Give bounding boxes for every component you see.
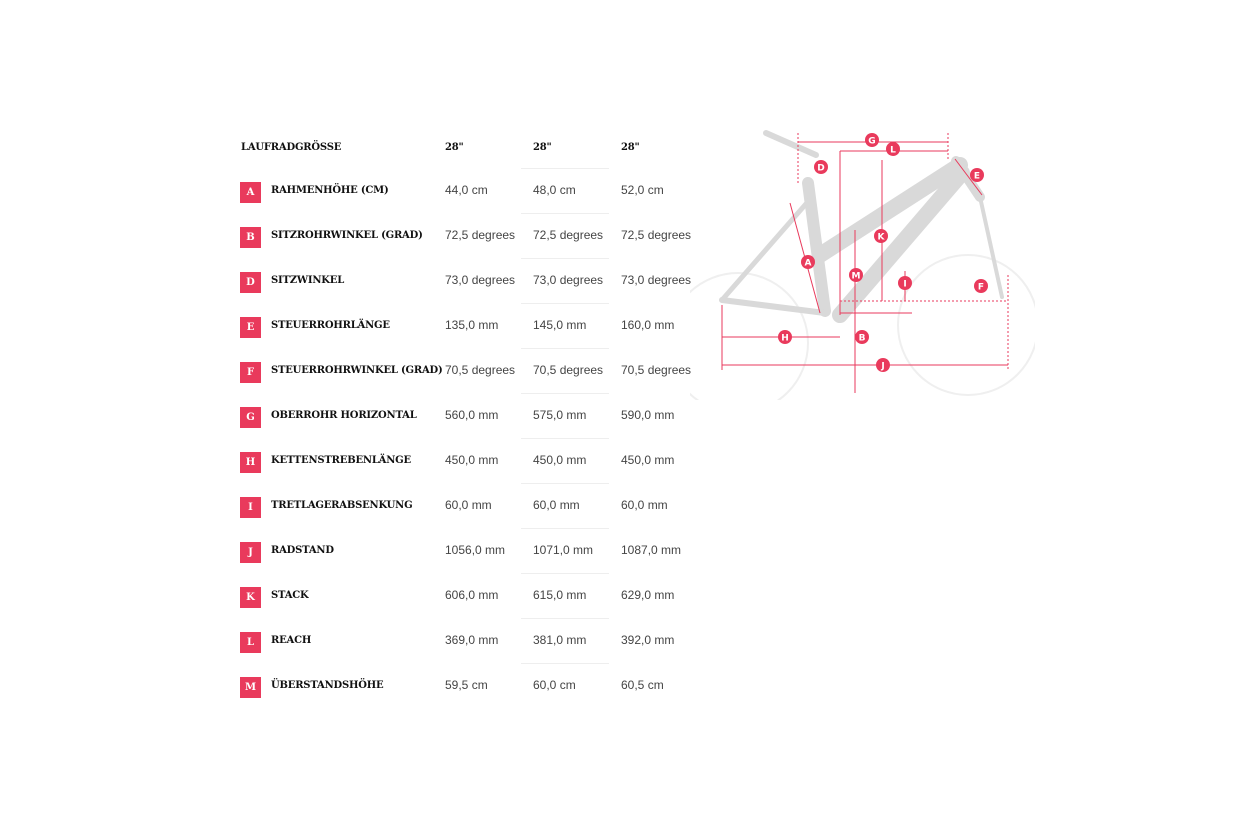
diagram-marker-a	[801, 255, 815, 269]
size-2-value: 575,0 mm	[533, 408, 587, 422]
size-3-value: 60,0 mm	[621, 498, 668, 512]
size-2-value: 1071,0 mm	[533, 543, 594, 557]
diagram-marker-d	[814, 160, 828, 174]
measure-letter-badge: M	[240, 677, 261, 698]
measure-label: REACH	[271, 635, 312, 646]
table-row	[238, 573, 698, 618]
measure-label: STACK	[271, 590, 309, 601]
size-3-value: 1087,0 mm	[621, 543, 682, 557]
table-row	[238, 438, 698, 483]
svg-text:E: E	[973, 171, 981, 182]
table-row	[238, 393, 698, 438]
size-1-value: 369,0 mm	[445, 633, 499, 647]
measure-label: RAHMENHÖHE (CM)	[271, 185, 389, 196]
diagram-marker-l	[886, 142, 900, 156]
size-1-value: 70,5 degrees	[445, 363, 516, 377]
size-3-value: 160,0 mm	[621, 318, 675, 332]
measure-label: OBERROHR HORIZONTAL	[271, 410, 417, 421]
table-row	[238, 348, 698, 393]
svg-text:A: A	[804, 258, 812, 269]
bike-frame	[722, 133, 1002, 315]
table-row	[238, 213, 698, 258]
wheel-size-header: LAUFRADGRÖSSE	[241, 142, 342, 153]
size-3-value: 392,0 mm	[621, 633, 675, 647]
svg-text:K: K	[877, 232, 885, 243]
svg-text:D: D	[817, 163, 825, 174]
size-2-value: 70,5 degrees	[533, 363, 604, 377]
svg-text:I: I	[903, 279, 907, 290]
svg-text:G: G	[868, 136, 876, 147]
size-3-value: 60,5 cm	[621, 678, 664, 692]
size-1-value: 72,5 degrees	[445, 228, 516, 242]
measurement-lines	[722, 133, 1008, 393]
measure-label: SITZWINKEL	[271, 275, 345, 286]
diagram-marker-e	[970, 168, 984, 182]
diagram-marker-k	[874, 229, 888, 243]
diagram-marker-h	[778, 330, 792, 344]
size-1-value: 1056,0 mm	[445, 543, 506, 557]
measure-label: RADSTAND	[271, 545, 334, 556]
size-column-header: 28"	[621, 142, 640, 153]
size-2-value: 72,5 degrees	[533, 228, 604, 242]
diagram-marker-i	[898, 276, 912, 290]
size-1-value: 44,0 cm	[445, 183, 488, 197]
diagram-marker-b	[855, 330, 869, 344]
size-3-value: 70,5 degrees	[621, 363, 692, 377]
measure-letter-badge: I	[240, 497, 261, 518]
table-row	[238, 483, 698, 528]
diagram-marker-g	[865, 133, 879, 147]
svg-text:M: M	[851, 271, 861, 282]
size-1-value: 73,0 degrees	[445, 273, 516, 287]
measure-label: STEUERROHRLÄNGE	[271, 320, 390, 331]
front-wheel	[898, 255, 1035, 395]
table-row	[238, 258, 698, 303]
size-1-value: 59,5 cm	[445, 678, 488, 692]
table-row	[238, 168, 698, 213]
table-row	[238, 663, 698, 708]
size-1-value: 135,0 mm	[445, 318, 499, 332]
measure-label: TRETLAGERABSENKUNG	[271, 500, 413, 511]
diagram-marker-f	[974, 279, 988, 293]
measure-letter-badge: G	[240, 407, 261, 428]
size-3-value: 629,0 mm	[621, 588, 675, 602]
bike-geometry-diagram	[690, 125, 1035, 400]
svg-text:L: L	[890, 145, 896, 156]
table-row	[238, 618, 698, 663]
size-3-value: 450,0 mm	[621, 453, 675, 467]
table-row	[238, 528, 698, 573]
measure-letter-badge: E	[240, 317, 261, 338]
size-1-value: 560,0 mm	[445, 408, 499, 422]
size-3-value: 52,0 cm	[621, 183, 664, 197]
measure-label: STEUERROHRWINKEL (GRAD)	[271, 365, 443, 376]
measure-letter-badge: J	[240, 542, 261, 563]
size-3-value: 73,0 degrees	[621, 273, 692, 287]
size-2-value: 615,0 mm	[533, 588, 587, 602]
size-3-value: 590,0 mm	[621, 408, 675, 422]
size-column-header: 28"	[533, 142, 552, 153]
measure-letter-badge: H	[240, 452, 261, 473]
size-2-value: 73,0 degrees	[533, 273, 604, 287]
measure-label: ÜBERSTANDSHÖHE	[271, 680, 384, 691]
size-2-value: 48,0 cm	[533, 183, 576, 197]
size-2-value: 60,0 mm	[533, 498, 580, 512]
diagram-marker-j	[876, 358, 890, 372]
measure-letter-badge: F	[240, 362, 261, 383]
size-2-value: 60,0 cm	[533, 678, 576, 692]
diagram-marker-m	[849, 268, 863, 282]
size-3-value: 72,5 degrees	[621, 228, 692, 242]
size-2-value: 381,0 mm	[533, 633, 587, 647]
measure-letter-badge: K	[240, 587, 261, 608]
measure-label: SITZROHRWINKEL (GRAD)	[271, 230, 423, 241]
measure-letter-badge: D	[240, 272, 261, 293]
svg-text:H: H	[781, 333, 789, 344]
measure-letter-badge: A	[240, 182, 261, 203]
measure-letter-badge: B	[240, 227, 261, 248]
svg-text:F: F	[977, 282, 985, 293]
table-row	[238, 303, 698, 348]
size-2-value: 450,0 mm	[533, 453, 587, 467]
svg-text:B: B	[858, 333, 866, 344]
size-1-value: 60,0 mm	[445, 498, 492, 512]
measure-label: KETTENSTREBENLÄNGE	[271, 455, 411, 466]
size-1-value: 606,0 mm	[445, 588, 499, 602]
size-column-header: 28"	[445, 142, 464, 153]
size-1-value: 450,0 mm	[445, 453, 499, 467]
size-2-value: 145,0 mm	[533, 318, 587, 332]
svg-text:J: J	[881, 361, 885, 372]
measure-letter-badge: L	[240, 632, 261, 653]
